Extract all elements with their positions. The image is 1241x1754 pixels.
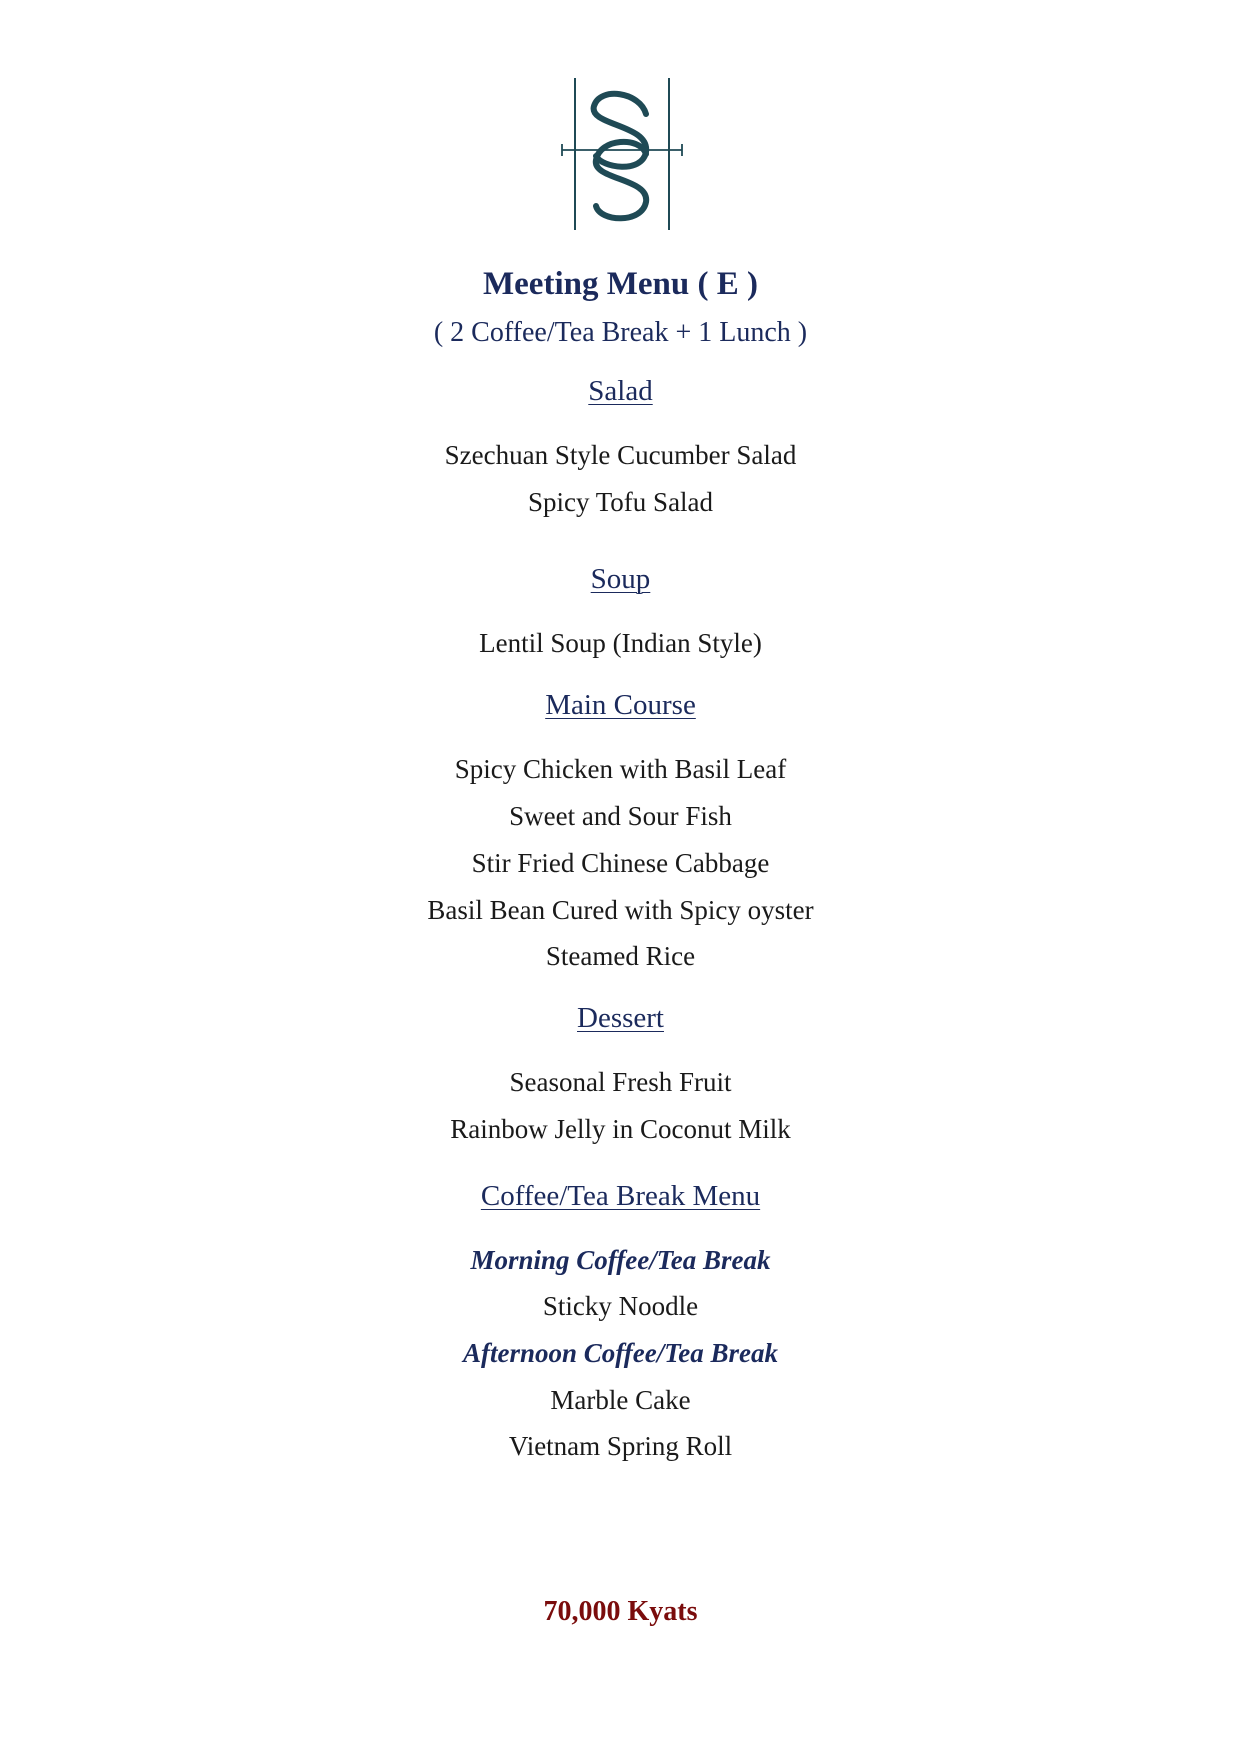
menu-subtitle: ( 2 Coffee/Tea Break + 1 Lunch ) (433, 317, 808, 348)
menu-item: Basil Bean Cured with Spicy oyster (427, 895, 814, 925)
section-heading-salad: Salad (588, 375, 653, 407)
menu-item: Spicy Chicken with Basil Leaf (454, 754, 787, 784)
menu-item: Steamed Rice (545, 941, 696, 971)
menu-item: Spicy Tofu Salad (527, 487, 714, 517)
menu-item: Vietnam Spring Roll (508, 1431, 733, 1461)
subheading-morning-break: Morning Coffee/Tea Break (470, 1245, 771, 1275)
menu-item: Lentil Soup (Indian Style) (479, 628, 762, 658)
section-heading-dessert: Dessert (577, 1002, 664, 1034)
menu-item: Seasonal Fresh Fruit (509, 1067, 732, 1097)
menu-item: Sticky Noodle (542, 1291, 699, 1321)
menu-item: Marble Cake (550, 1385, 691, 1415)
section-heading-coffee-break: Coffee/Tea Break Menu (480, 1180, 761, 1212)
section-heading-main-course: Main Course (545, 689, 696, 721)
menu-item: Stir Fried Chinese Cabbage (471, 848, 770, 878)
menu-title: Meeting Menu ( E ) (483, 266, 758, 302)
menu-item: Rainbow Jelly in Coconut Milk (450, 1114, 791, 1144)
menu-item: Sweet and Sour Fish (509, 801, 732, 831)
menu-item: Szechuan Style Cucumber Salad (444, 440, 797, 470)
ss-monogram-logo (560, 76, 684, 234)
section-heading-soup: Soup (590, 563, 651, 595)
subheading-afternoon-break: Afternoon Coffee/Tea Break (463, 1338, 778, 1368)
menu-price: 70,000 Kyats (543, 1596, 698, 1627)
